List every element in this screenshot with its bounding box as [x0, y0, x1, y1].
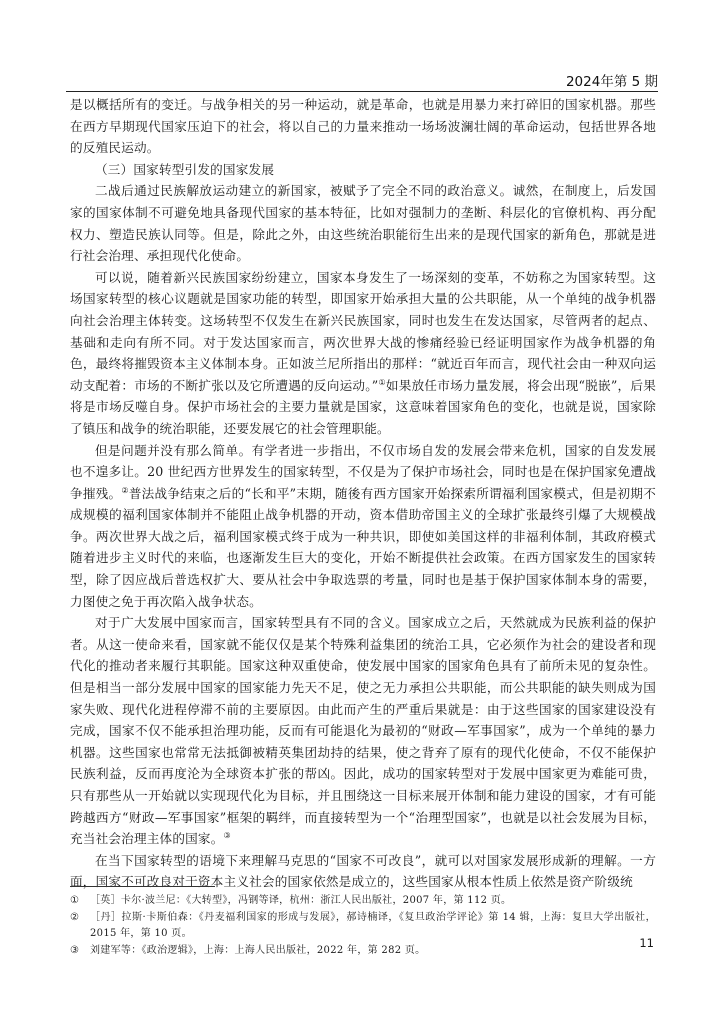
- footnote-item: [70, 943, 656, 960]
- footnote-rule: [70, 886, 215, 887]
- paragraph: [70, 267, 656, 440]
- paragraph: [70, 180, 656, 266]
- page-number: 11: [639, 936, 654, 950]
- footnote-mark: ①: [70, 895, 80, 906]
- article-body: [70, 94, 656, 893]
- footnote-text: ［丹］拉斯·卡斯伯森：《丹麦福利国家的形成与发展》，郝诗楠译，《复旦政治学评论》第 14 辑，上海：复旦大学出版社，2015 年，第 10 页。: [90, 911, 656, 939]
- footnote-text: ［英］卡尔·波兰尼：《大转型》，冯钢等译，杭州：浙江人民出版社，2007 年，第 112 页。: [90, 895, 512, 906]
- paragraph: [70, 612, 656, 850]
- section-heading: [70, 159, 656, 181]
- footnote-text: 刘建军等：《政治逻辑》，上海：上海人民出版社，2022 年，第 282 页。: [90, 944, 426, 956]
- paragraph-text: 是以概括所有的变迁。与战争相关的另一种运动，就是革命，也就是用暴力来打碎旧的国家机器。那些在西方早期现代国家压迫下的社会，将以自己的力量来推动一场场波澜壮阔的革命运动，包括世界各地的反殖民运动。: [70, 97, 656, 156]
- footnote-ref-2[interactable]: ②: [121, 485, 129, 495]
- footnote-item: [70, 910, 656, 943]
- paragraph-text: 可以说，随着新兴民族国家纷纷建立，国家本身发生了一场深刻的变革，不妨称之为国家转型。这场国家转型的核心议题就是国家功能的转型，即国家开始承担大量的公共职能，从一个单纯的战争机器向社会治理主体转变。这场转型不仅发生在新兴民族国家，同时也发生在发达国家，尽管两者的起点、基础和走向有所不同。对于发达国家而言，两次世界大战的惨痛经验已经证明国家作为战争机器的角色，最终将摧毁资本主义体制本身。正如波兰尼所指出的那样：“就近百年而言，现代社会由一种双向运动支配着：市场的不断扩张以及它所遭遇的反向运动。”: [70, 269, 656, 393]
- paragraph: [70, 94, 656, 159]
- footnote-mark: ③: [70, 944, 80, 956]
- header-rule: [66, 91, 658, 92]
- paragraph-text: 普法战争结束之后的“长和平”末期，随後有西方国家开始探索所谓福利国家模式，但是初期不成规模的福利国家体制并不能阻止战争机器的开动，资本借助帝国主义的全球扩张最终引爆了大规模战争。两次世界大战之后，福利国家模式终于成为一种共识，即使如美国这样的非福利体制，其政府模式随着进步主义时代的来临，也逐渐发生巨大的变化，开始不断提供社会政策。在西方国家发生的国家转型，除了因应战后普选权扩大、要从社会中争取选票的考量，同时也是基于保护国家体制本身的需要，力图使之免于再次陷入战争状态。: [70, 485, 656, 609]
- footnote-mark: ②: [70, 911, 80, 923]
- footnote-ref-3[interactable]: ③: [223, 831, 231, 841]
- footnote-ref-1[interactable]: ①: [378, 377, 386, 387]
- section-heading-text: （三）国家转型引发的国家发展: [95, 161, 275, 177]
- footnotes: [70, 893, 656, 959]
- footnote-item: [70, 893, 656, 910]
- journal-issue-label: 2024年第 5 期: [565, 74, 658, 90]
- paragraph-text: 如果放任市场力量发展，将会出现“脱嵌”，后果将是市场反噬自身。保护市场社会的主要力量就是国家，这意味着国家角色的变化，也就是说，国家除了镇压和战争的统治职能，还要发展它的社会管理职能。: [70, 377, 657, 436]
- paragraph: [70, 440, 656, 613]
- paragraph-text: 但是问题并没有那么简单。有学者进一步指出，不仅市场自发的发展会带来危机，国家的自发发展也不遑多让。20 世纪西方世界发生的国家转型，不仅是为了保护市场社会，同时也是在保护国家免遭战争摧残。: [70, 442, 656, 501]
- paragraph-text: 对于广大发展中国家而言，国家转型具有不同的含义。国家成立之后，天然就成为民族利益的保护者。从这一使命来看，国家就不能仅仅是某个特殊利益集团的统治工具，它必须作为社会的建设者和现代化的推动者来履行其职能。国家这种双重使命，使发展中国家的国家角色具有了前所未见的复杂性。但是相当一部分发展中国家的国家能力先天不足，使之无力承担公共职能，而公共职能的缺失则成为国家失败、现代化进程停滞不前的主要原因。由此而产生的严重后果就是：由于这些国家的国家建设没有完成，国家不仅不能承担治理功能，反而有可能退化为最初的“财政—军事国家”，成为一个单纯的暴力机器。这些国家也常常无法抵御被精英集团劫持的结果，使之背弃了原有的现代化使命，不仅不能保护民族利益，反而再度沦为全球资本扩张的帮凶。因此，成功的国家转型对于发展中国家更为难能可贵，只有那些从一开始就以实现现代化为目标，并且围绕这一目标来展开体制和能力建设的国家，才有可能跨越西方“财政—军事国家”框架的羁绊，而直接转型为一个“治理型国家”，也就是以社会发展为目标，充当社会治理主体的国家。: [70, 615, 656, 847]
- paragraph-text: 在当下国家转型的语境下来理解马克思的“国家不可改良”，就可以对国家发展形成新的理解。一方面，国家不可改良对于资本主义社会的国家依然是成立的，这些国家从根本性质上依然是资产阶级统: [70, 852, 656, 890]
- paragraph-text: 二战后通过民族解放运动建立的新国家，被赋予了完全不同的政治意义。诚然，在制度上，后发国家的国家体制不可避免地具备现代国家的基本特征，比如对强制力的垄断、科层化的官僚机构、再分配权力、塑造民族认同等。但是，除此之外，由这些统治职能衍生出来的是现代国家的新角色，那就是进行社会治理、承担现代化使命。: [70, 183, 656, 264]
